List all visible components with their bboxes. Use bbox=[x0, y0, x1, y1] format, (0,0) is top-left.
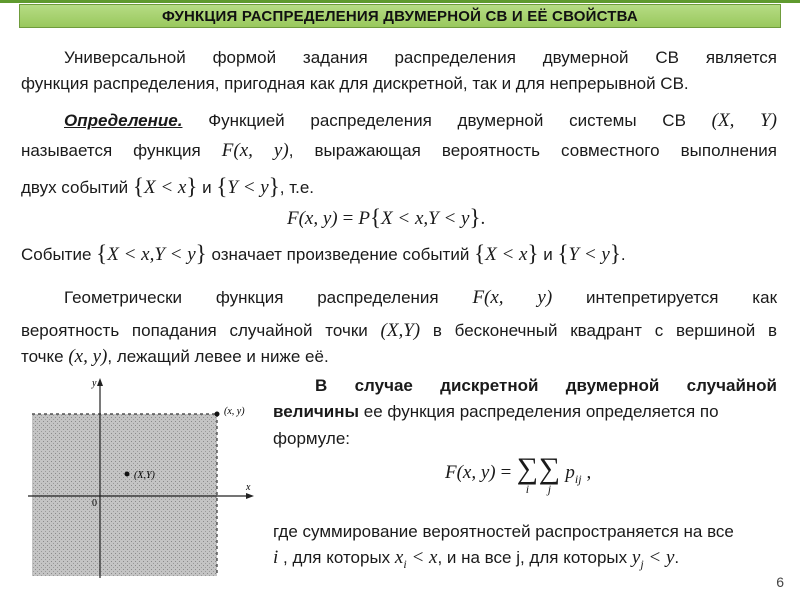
discrete-line-5c: , и на все j, для которых bbox=[437, 548, 628, 567]
discrete-bold-2: величины bbox=[273, 402, 360, 421]
sum-over-i: ∑ i bbox=[516, 452, 539, 496]
event-and: и bbox=[543, 245, 553, 264]
event-tail: . bbox=[620, 245, 626, 264]
geometry-line-2a: вероятность попадания случайной точки bbox=[21, 321, 368, 340]
event-text: означает произведение событий bbox=[211, 245, 470, 264]
definition-line-3 bbox=[21, 175, 314, 198]
geometry-line-3b: , лежащий левее и ниже её. bbox=[107, 347, 329, 366]
definition-text-2: называется функция bbox=[21, 141, 201, 160]
discrete-line-3: формуле: bbox=[273, 429, 350, 448]
event-y2: {Y < y} bbox=[557, 241, 621, 266]
condition-xi: $x_i < x$ bbox=[394, 547, 438, 571]
y-axis-arrow bbox=[97, 378, 103, 386]
intro-line-2: функция распределения, пригодная как для дискретной, так и для непрерывной СВ. bbox=[21, 74, 689, 93]
event-x2: {X < x} bbox=[474, 241, 539, 266]
x-axis-label: x bbox=[246, 482, 251, 493]
slide-title: ФУНКЦИЯ РАСПРЕДЕЛЕНИЯ ДВУМЕРНОЙ СВ И ЕЁ СВОЙСТВА bbox=[19, 4, 781, 28]
discrete-line-5b: , для которых bbox=[283, 548, 391, 567]
formula-discrete-cdf: F(x, y) = ∑ i ∑ j $p_{ij}$ , bbox=[445, 452, 592, 496]
discrete-line-1: В случае дискретной двумерной случайной bbox=[315, 376, 777, 395]
vertex-label: (x, y) bbox=[224, 406, 245, 417]
geometry-line-1 bbox=[64, 287, 777, 308]
probability-term: $p_{ij}$ bbox=[565, 462, 582, 486]
discrete-line-4: где суммирование вероятностей распространяется на все bbox=[273, 522, 734, 541]
event-pair: {X < x,Y < y} bbox=[96, 241, 207, 266]
random-point-label: (X,Y) bbox=[134, 470, 155, 481]
condition-yj: $y_j < y$ bbox=[631, 547, 675, 571]
event-y: {Y < y} bbox=[216, 174, 280, 199]
discrete-line-5d: . bbox=[674, 548, 680, 567]
discrete-rest-2: ее функция распределения определяется по bbox=[363, 402, 719, 421]
geometry-point: (x, y) bbox=[68, 346, 108, 367]
definition-line-2 bbox=[21, 140, 777, 161]
y-axis-label: y bbox=[92, 378, 97, 389]
origin-label: 0 bbox=[92, 498, 97, 509]
definition-and: и bbox=[202, 178, 212, 197]
geometry-text-2: интепретируется как bbox=[585, 288, 778, 307]
sum-over-j: ∑ j bbox=[538, 452, 561, 496]
index-i: i bbox=[273, 547, 279, 568]
x-axis-arrow bbox=[246, 493, 254, 499]
quadrant-figure bbox=[22, 372, 272, 582]
definition-text-1: Функцией распределения двумерной системы СВ bbox=[208, 111, 686, 130]
geometry-line-2b: в бесконечный квадрант с вершиной в bbox=[432, 321, 777, 340]
shaded-quadrant bbox=[32, 414, 217, 576]
event-word: Событие bbox=[21, 245, 92, 264]
random-point bbox=[125, 472, 130, 477]
definition-line-1 bbox=[64, 110, 777, 131]
event-x: {X < x} bbox=[132, 174, 198, 199]
geometry-text-1: Геометрически функция распределения bbox=[64, 288, 439, 307]
definition-label: Определение. bbox=[64, 111, 183, 130]
geometry-xy: (X,Y) bbox=[380, 320, 421, 341]
geometry-line-3a: точке bbox=[21, 347, 64, 366]
page-number: 6 bbox=[776, 574, 784, 590]
formula-joint-cdf: F(x, y) = P{X < x,Y < y}. bbox=[287, 205, 486, 230]
definition-function: F(x, y) bbox=[221, 140, 289, 161]
top-accent-line bbox=[0, 0, 800, 3]
geometry-function: F(x, y) bbox=[472, 287, 553, 308]
event-line bbox=[21, 242, 626, 265]
vertex-point bbox=[215, 412, 220, 417]
geometry-line-2 bbox=[21, 320, 777, 341]
definition-text-4: двух событий bbox=[21, 178, 129, 197]
discrete-line-2 bbox=[273, 401, 719, 422]
definition-text-3: , выражающая вероятность совместного выполнения bbox=[288, 141, 777, 160]
geometry-line-3 bbox=[21, 346, 329, 367]
definition-xy: (X, Y) bbox=[711, 110, 778, 131]
discrete-line-5 bbox=[273, 547, 679, 570]
definition-ie: , т.е. bbox=[279, 178, 315, 197]
intro-line-1: Универсальной формой задания распределения двумерной СВ является bbox=[64, 48, 777, 67]
